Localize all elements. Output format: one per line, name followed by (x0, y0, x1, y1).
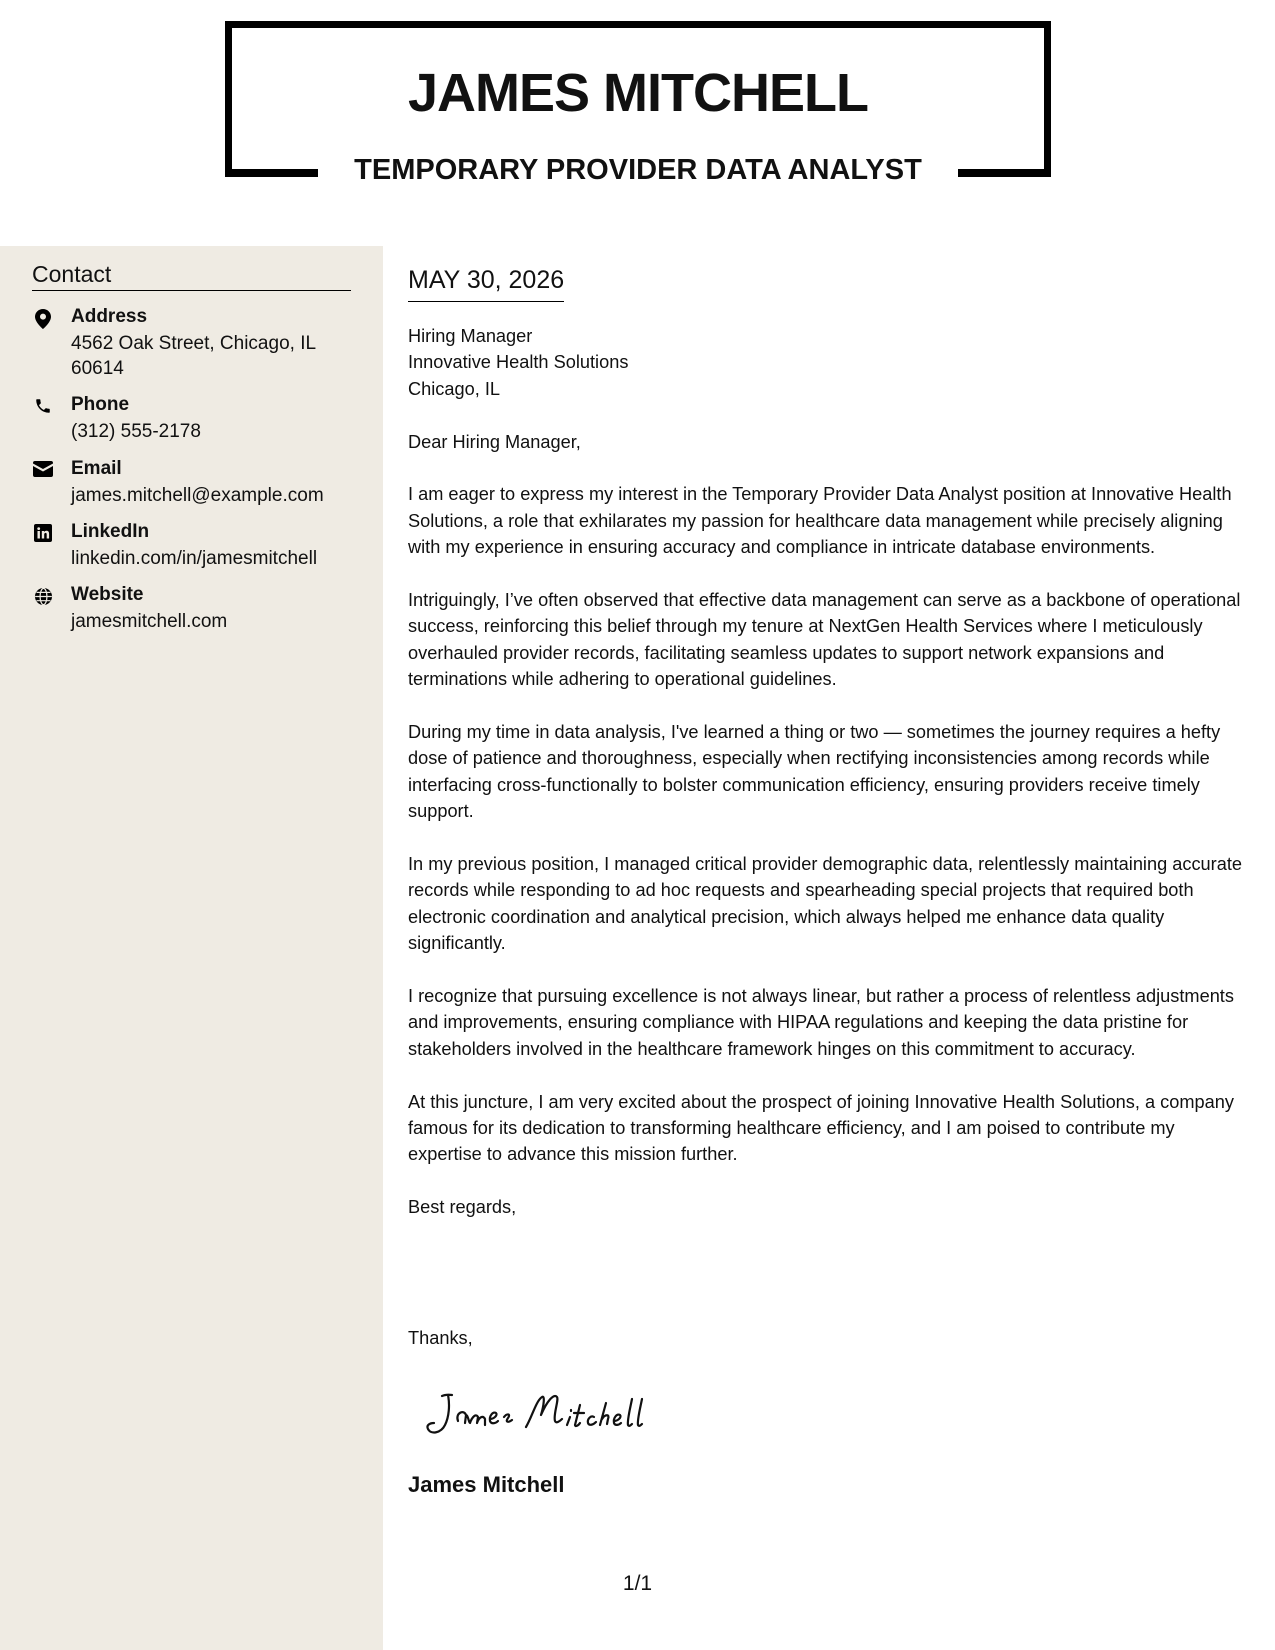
contact-label: Website (71, 584, 144, 605)
contact-label: Address (71, 306, 148, 327)
contact-value: 4562 Oak Street, Chicago, IL 60614 (71, 333, 316, 379)
contact-value: linkedin.com/in/jamesmitchell (71, 548, 318, 569)
body-paragraph: During my time in data analysis, I've learned a thing or two — sometimes the journey requires a hefty dose of patience and thoroughness, especially when rectifying inconsistencies among records while interfacing cross-functionally to bolster communication efficiency, ensuring providers receive timely support. (408, 722, 1221, 822)
job-title: TEMPORARY PROVIDER DATA ANALYST (354, 154, 922, 186)
closing: Best regards, (408, 1197, 517, 1218)
signer-name: James Mitchell (408, 1472, 565, 1497)
contact-heading: Contact (32, 261, 351, 291)
contact-value: jamesmitchell.com (71, 611, 228, 632)
contact-label: Phone (71, 394, 130, 415)
page-number: 1/1 (622, 1572, 653, 1595)
recipient-block (408, 323, 1253, 402)
contact-value: james.mitchell@example.com (71, 485, 324, 506)
thanks-line: Thanks, (408, 1328, 473, 1348)
candidate-name: JAMES MITCHELL (407, 63, 868, 123)
contact-value: (312) 555-2178 (71, 421, 201, 442)
map-pin-icon (32, 309, 54, 331)
recipient-line: Hiring Manager (408, 326, 533, 346)
body-paragraph: Intriguingly, I’ve often observed that effective data management can serve as a backbone of operational success, reinforcing this belief through my tenure at NextGen Health Services where I meticulously overhauled provider records, facilitating seamless updates to support network expansions and terminations while adhering to operational guidelines. (408, 590, 1241, 690)
letter-body (408, 323, 1253, 1247)
letter-date: MAY 30, 2026 (408, 266, 564, 302)
header-frame-bottom-right (958, 169, 1051, 177)
handwritten-signature (414, 1383, 674, 1443)
linkedin-icon (32, 524, 54, 546)
phone-icon (32, 397, 54, 419)
salutation: Dear Hiring Manager, (408, 431, 581, 452)
envelope-icon (32, 461, 54, 483)
header-frame-bottom-left (225, 169, 318, 177)
contact-label: LinkedIn (71, 521, 150, 542)
contact-label: Email (71, 458, 122, 479)
body-paragraph: In my previous position, I managed critical provider demographic data, relentlessly maintaining accurate records while responding to ad hoc requests and spearheading special projects that required both electronic coordination and analytical precision, which always helped me enhance data quality significantly. (408, 854, 1243, 954)
recipient-line: Innovative Health Solutions (408, 352, 629, 373)
contact-sidebar (0, 246, 383, 1650)
recipient-line: Chicago, IL (408, 378, 501, 399)
body-paragraph: I am eager to express my interest in the Temporary Provider Data Analyst position at Innovative Health Solutions, a role that exhilarates my passion for healthcare data management while precisely aligning with my experience in ensuring accuracy and compliance in intricate database environments. (408, 484, 1232, 558)
body-paragraph: I recognize that pursuing excellence is not always linear, but rather a process of relentless adjustments and improvements, ensuring compliance with HIPAA regulations and keeping the data pristine for stakeholders involved in the healthcare framework hinges on this commitment to accuracy. (408, 986, 1234, 1059)
globe-icon (32, 587, 54, 609)
body-paragraph: At this juncture, I am very excited about the prospect of joining Innovative Health Solutions, a company famous for its dedication to transforming healthcare efficiency, and I am poised to contribute my expertise to advance this mission further. (408, 1091, 1234, 1165)
